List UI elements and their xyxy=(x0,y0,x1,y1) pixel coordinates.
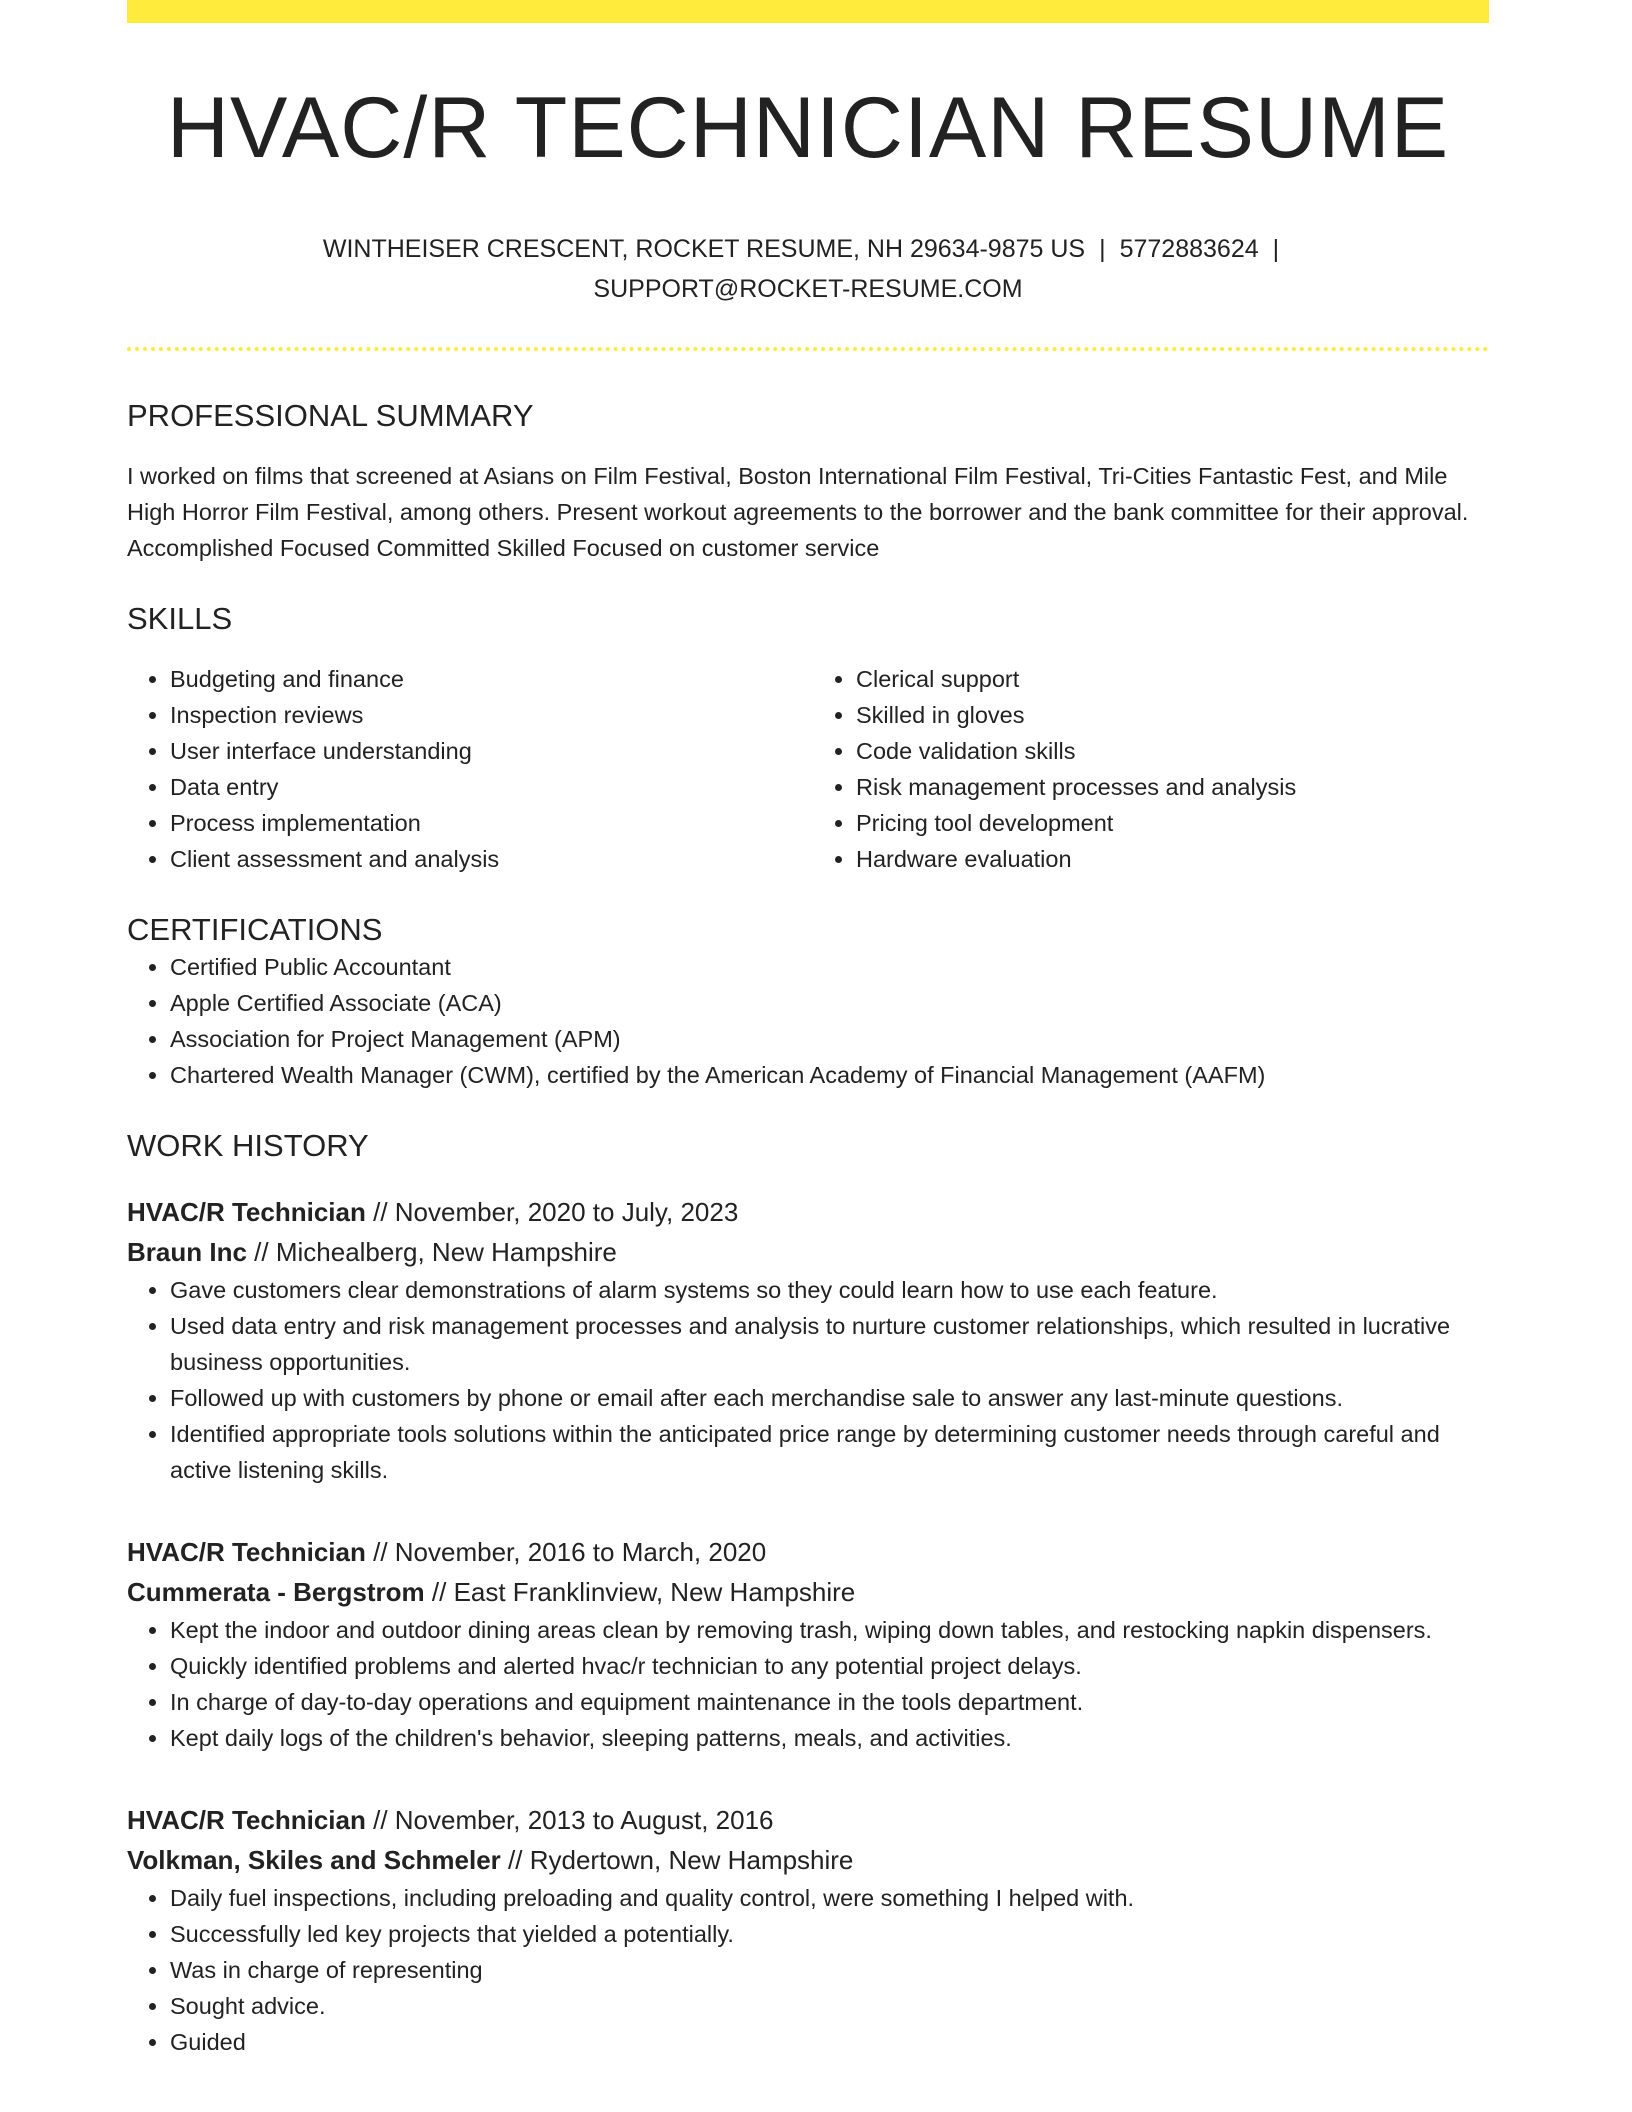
contact-address: WINTHEISER CRESCENT, ROCKET RESUME, NH 29634-9875 US xyxy=(322,235,1086,263)
job-title-line xyxy=(127,1192,1489,1232)
job-title: HVAC/R Technician xyxy=(127,1804,366,1835)
job-separator: // xyxy=(508,1844,523,1875)
job-separator: // xyxy=(373,1536,388,1567)
job-company-line xyxy=(127,1840,1489,1880)
job-company: Volkman, Skiles and Schmeler xyxy=(127,1844,501,1875)
job-entry xyxy=(127,1192,1489,1488)
skill-item: • Clerical support xyxy=(856,661,1489,697)
certification-item: • Association for Project Management (APM) xyxy=(170,1021,1489,1057)
job-company-line xyxy=(127,1572,1489,1612)
job-entry xyxy=(127,1532,1489,1756)
job-duty: • Quickly identified problems and alerted hvac/r technician to any potential project delays. xyxy=(170,1648,1489,1684)
contact-separator: | xyxy=(1099,235,1106,263)
job-location: Rydertown, New Hampshire xyxy=(529,1844,854,1875)
skills-list-right xyxy=(813,661,1489,877)
contact-email[interactable]: SUPPORT@ROCKET-RESUME.COM xyxy=(593,275,1023,303)
certification-item: • Certified Public Accountant xyxy=(170,949,1489,985)
skill-item: • Budgeting and finance xyxy=(170,661,803,697)
job-location: East Franklinview, New Hampshire xyxy=(453,1576,856,1607)
skill-item: • User interface understanding xyxy=(170,733,803,769)
certifications-heading: CERTIFICATIONS xyxy=(127,912,383,948)
contact-phone: 5772883624 xyxy=(1119,235,1259,263)
skills-list-left xyxy=(127,661,803,877)
skill-item: • Skilled in gloves xyxy=(856,697,1489,733)
certifications-section xyxy=(127,911,1489,1092)
contact-separator: | xyxy=(1272,235,1280,263)
job-duty: • Kept daily logs of the children's behavior, sleeping patterns, meals, and activities. xyxy=(170,1720,1489,1756)
resume-title: HVAC/R TECHNICIAN RESUME xyxy=(166,80,1450,176)
job-company-line xyxy=(127,1232,1489,1272)
certifications-list xyxy=(127,949,1489,1093)
job-duty: • Daily fuel inspections, including preloading and quality control, were something I helped with. xyxy=(170,1880,1489,1916)
resume-page xyxy=(127,0,1489,2060)
job-title-line xyxy=(127,1532,1489,1572)
job-duty: • In charge of day-to-day operations and equipment maintenance in the tools department. xyxy=(170,1684,1489,1720)
job-duty: • Kept the indoor and outdoor dining areas clean by removing trash, wiping down tables, and restocking napkin dispensers. xyxy=(170,1612,1489,1648)
job-duty: • Was in charge of representing xyxy=(170,1952,1489,1988)
certification-item: • Apple Certified Associate (ACA) xyxy=(170,985,1489,1021)
skills-grid xyxy=(127,661,1489,877)
job-duty: • Sought advice. xyxy=(170,1988,1489,2024)
job-duty: • Guided xyxy=(170,2024,1489,2060)
skill-item: • Pricing tool development xyxy=(856,805,1489,841)
job-duty: • Followed up with customers by phone or email after each merchandise sale to answer any last-minute questions. xyxy=(170,1380,1489,1416)
job-duty: • Gave customers clear demonstrations of alarm systems so they could learn how to use each feature. xyxy=(170,1272,1489,1308)
summary-text: I worked on films that screened at Asians on Film Festival, Boston International Film Festival, Tri-Cities Fantastic Fest, and Mile High Horror Film Festival, among others. Present workout agreements to the borrower and the bank committee for their approval. Accomplished Focused Committed Skilled Focused on customer service xyxy=(127,463,1469,562)
skill-item: • Risk management processes and analysis xyxy=(856,769,1489,805)
skill-item: • Code validation skills xyxy=(856,733,1489,769)
job-duties-list xyxy=(127,1272,1489,1488)
work-history-heading: WORK HISTORY xyxy=(127,1127,369,1163)
skill-item: • Process implementation xyxy=(170,805,803,841)
contact-info xyxy=(127,229,1489,309)
job-duties-list xyxy=(127,1612,1489,1756)
accent-top-bar xyxy=(127,0,1489,23)
job-title: HVAC/R Technician xyxy=(127,1196,366,1227)
skill-item: • Hardware evaluation xyxy=(856,841,1489,877)
job-duty: • Identified appropriate tools solutions within the anticipated price range by determining customer needs through careful and active listening skills. xyxy=(170,1416,1489,1488)
job-separator: // xyxy=(254,1236,269,1267)
skill-item: • Inspection reviews xyxy=(170,697,803,733)
job-dates: November, 2013 to August, 2016 xyxy=(394,1804,774,1835)
job-separator: // xyxy=(373,1196,388,1227)
contact-line-2 xyxy=(127,269,1489,309)
skills-section xyxy=(127,600,1489,877)
dotted-divider xyxy=(127,347,1489,351)
job-company: Cummerata - Bergstrom xyxy=(127,1576,425,1607)
contact-line-1 xyxy=(127,229,1489,269)
job-duties-list xyxy=(127,1880,1489,2060)
job-duty: • Successfully led key projects that yielded a potentially. xyxy=(170,1916,1489,1952)
skills-heading: SKILLS xyxy=(127,601,233,637)
job-separator: // xyxy=(431,1576,447,1607)
job-separator: // xyxy=(373,1804,388,1835)
job-dates: November, 2016 to March, 2020 xyxy=(394,1536,767,1567)
job-entry xyxy=(127,1800,1489,2060)
job-title-line xyxy=(127,1800,1489,1840)
work-history-section xyxy=(127,1127,1489,2060)
certification-item: • Chartered Wealth Manager (CWM), certified by the American Academy of Financial Management (AAFM) xyxy=(170,1057,1489,1093)
job-duty: • Used data entry and risk management processes and analysis to nurture customer relationships, which resulted in lucrative business opportunities. xyxy=(170,1308,1489,1380)
summary-heading: PROFESSIONAL SUMMARY xyxy=(127,398,534,433)
job-company: Braun Inc xyxy=(127,1236,247,1267)
job-title: HVAC/R Technician xyxy=(127,1536,366,1567)
summary-section xyxy=(127,397,1489,566)
skill-item: • Client assessment and analysis xyxy=(170,841,803,877)
skill-item: • Data entry xyxy=(170,769,803,805)
job-dates: November, 2020 to July, 2023 xyxy=(394,1196,739,1227)
job-location: Michealberg, New Hampshire xyxy=(275,1236,617,1267)
